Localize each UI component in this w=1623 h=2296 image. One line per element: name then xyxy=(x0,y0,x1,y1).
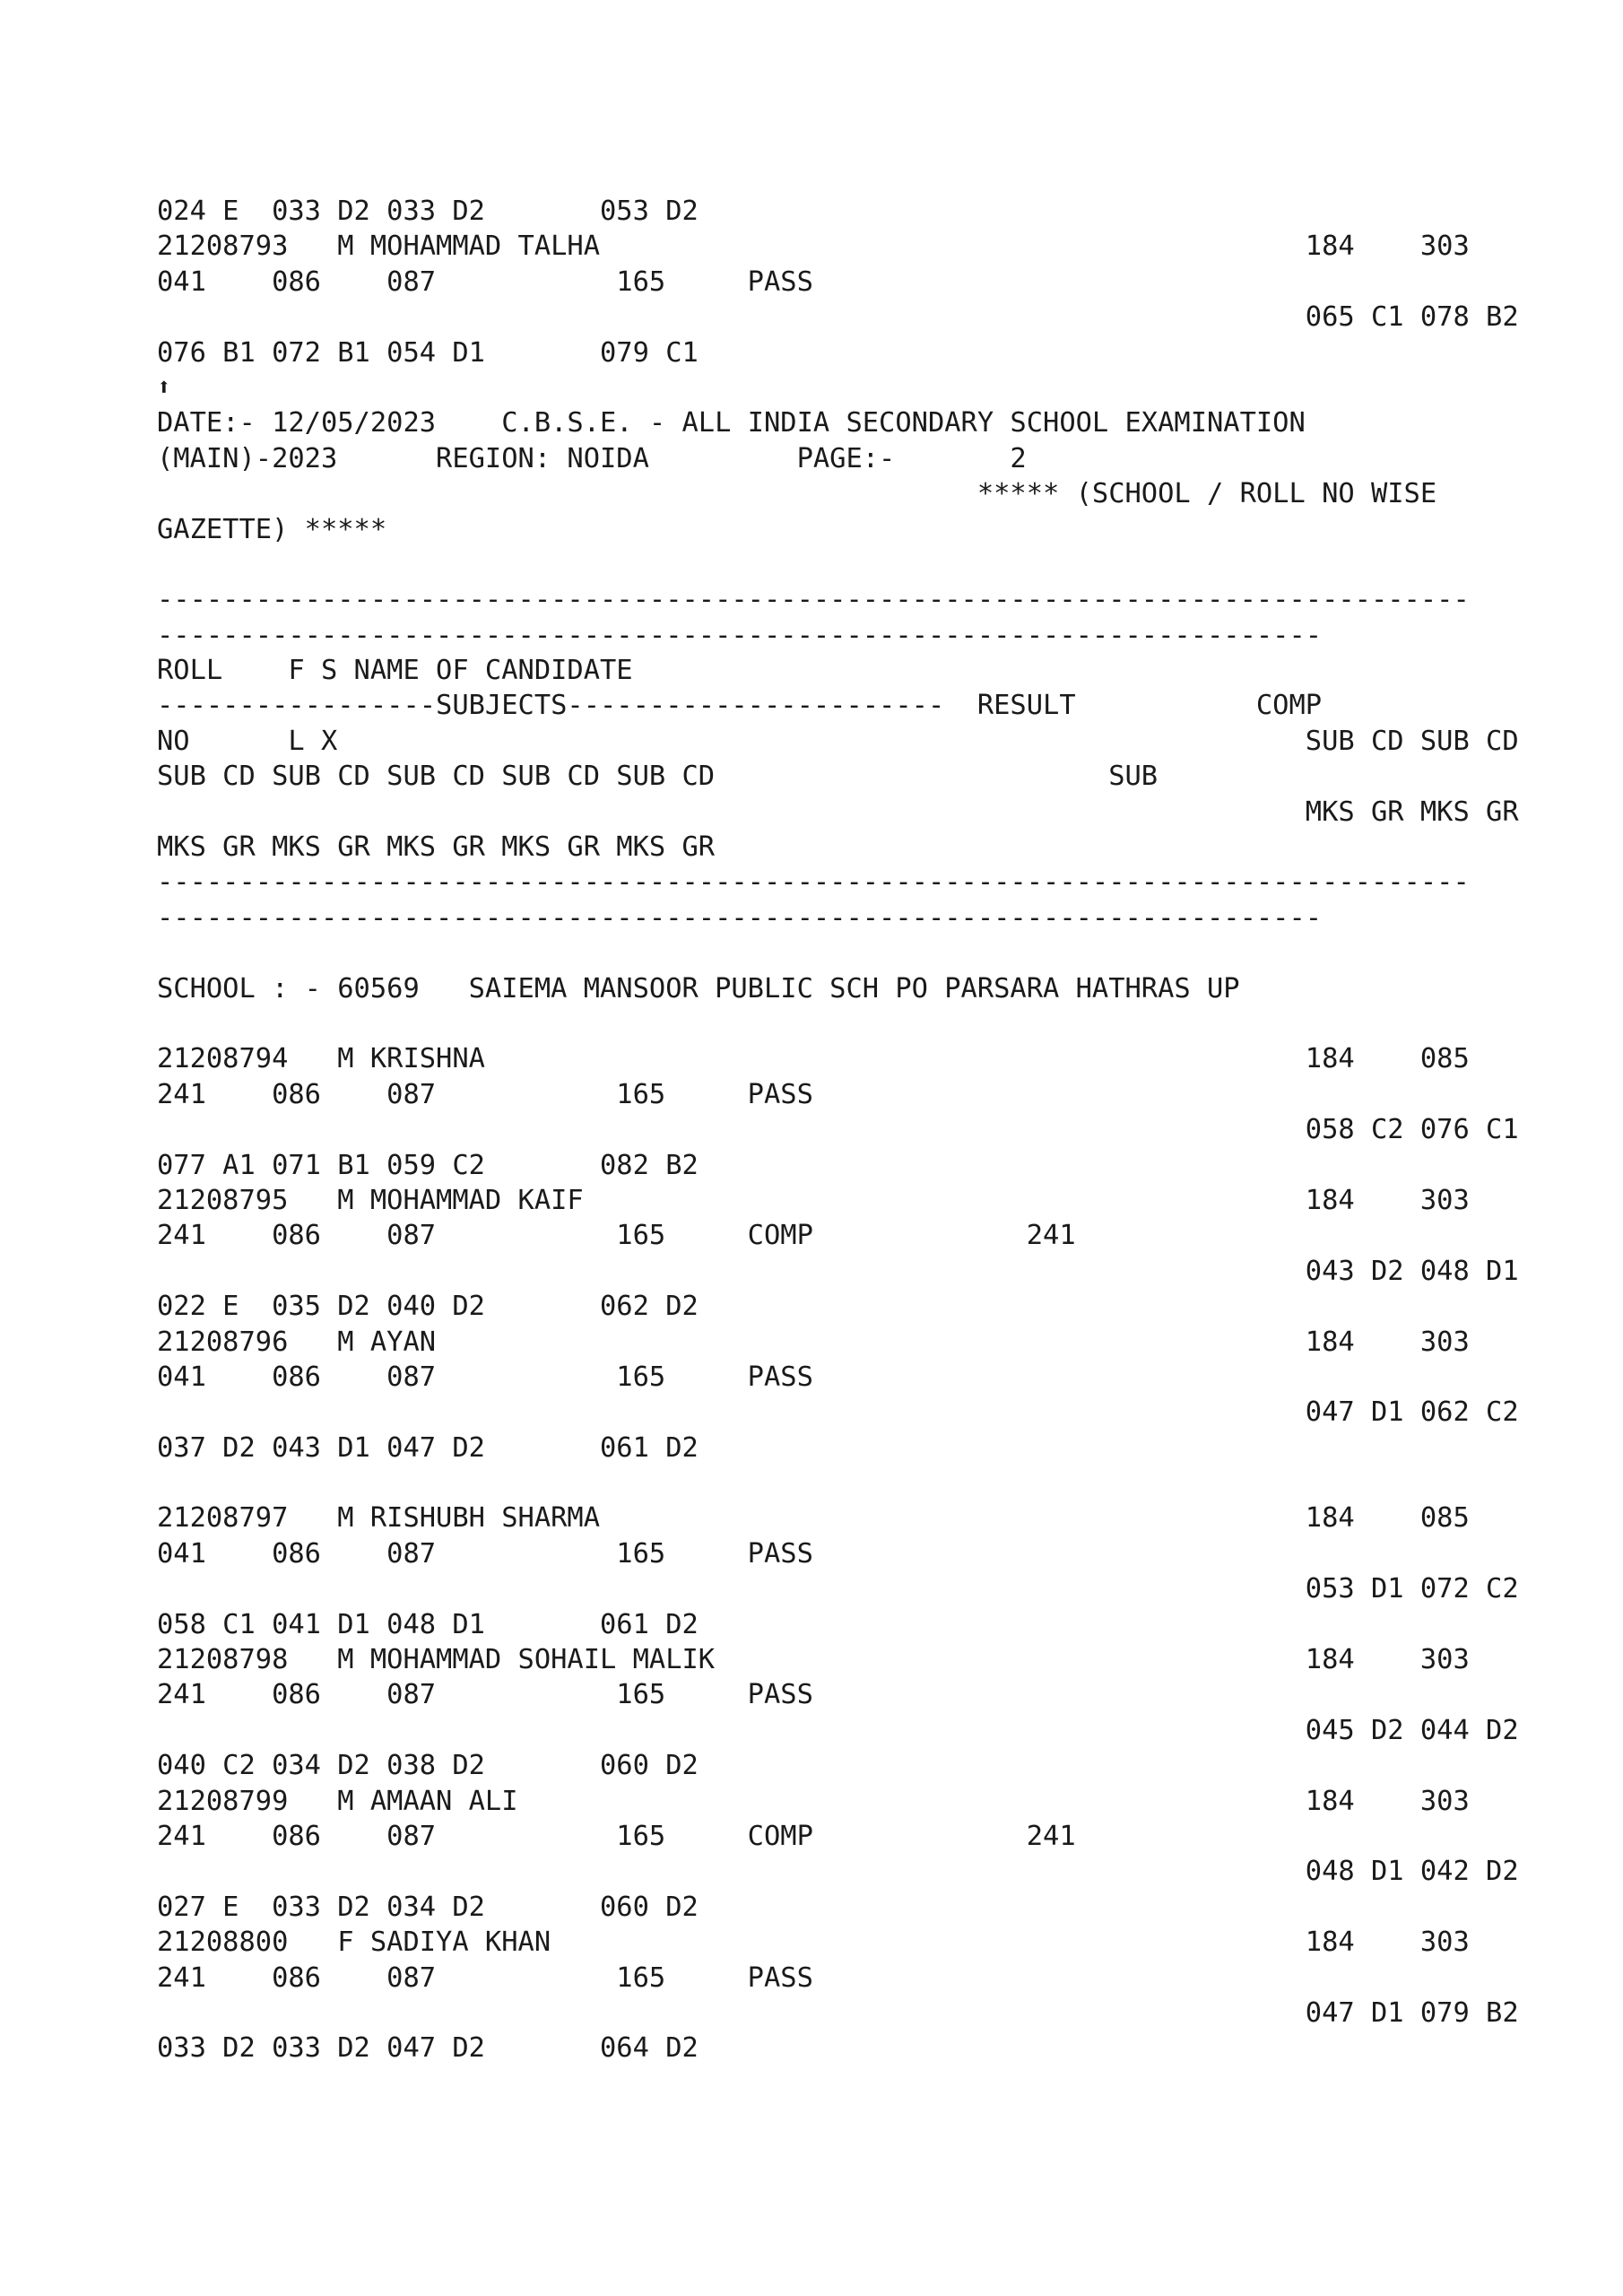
record-line: 047 D1 079 B2 xyxy=(157,1996,1519,2029)
gazette-page-text xyxy=(157,194,1592,2066)
header-gazette-line: GAZETTE) ***** xyxy=(157,513,387,545)
record-line: 022 E 035 D2 040 D2 062 D2 xyxy=(157,1291,699,1323)
column-header-line: MKS GR MKS GR MKS GR MKS GR MKS GR xyxy=(157,831,716,864)
record-line: 077 A1 071 B1 059 C2 082 B2 xyxy=(157,1149,699,1181)
column-header-line: MKS GR MKS GR xyxy=(157,796,1519,828)
record-line: 21208797 M RISHUBH SHARMA 184 085 xyxy=(157,1502,1470,1535)
column-header-line: SUB CD SUB CD SUB CD SUB CD SUB CD SUB xyxy=(157,761,1159,793)
header-region-line: (MAIN)-2023 REGION: NOIDA PAGE:- 2 xyxy=(157,442,1027,474)
record-line: 21208799 M AMAAN ALI 184 303 xyxy=(157,1785,1470,1817)
divider-line: -------------------------------------------------------------------------------- xyxy=(157,866,1470,899)
header-gazette-line: ***** (SCHOOL / ROLL NO WISE xyxy=(157,478,1437,510)
record-line: 041 086 087 165 PASS xyxy=(157,1537,813,1570)
caret-up-icon: ⬆ xyxy=(157,373,171,401)
divider-line: ----------------------------------------------------------------------- xyxy=(157,619,1323,651)
record-line: 241 086 087 165 COMP 241 xyxy=(157,1820,1076,1852)
school-line: SCHOOL : - 60569 SAIEMA MANSOOR PUBLIC SCH PO PARSARA HATHRAS UP xyxy=(157,972,1240,1004)
record-line: 058 C1 041 D1 048 D1 061 D2 xyxy=(157,1608,699,1640)
record-line: 037 D2 043 D1 047 D2 061 D2 xyxy=(157,1431,699,1464)
record-line: 043 D2 048 D1 xyxy=(157,1255,1519,1287)
divider-line: ----------------------------------------------------------------------- xyxy=(157,901,1323,934)
record-line: 241 086 087 165 PASS xyxy=(157,1679,813,1711)
record-line: 058 C2 076 C1 xyxy=(157,1114,1519,1146)
record-line: 047 D1 062 C2 xyxy=(157,1396,1519,1429)
header-date-line: DATE:- 12/05/2023 C.B.S.E. - ALL INDIA SECONDARY SCHOOL EXAMINATION xyxy=(157,407,1306,439)
record-line: 241 086 087 165 COMP 241 xyxy=(157,1220,1076,1252)
column-header-line: ROLL F S NAME OF CANDIDATE xyxy=(157,655,633,687)
column-header-line: NO L X SUB CD SUB CD xyxy=(157,725,1519,757)
record-line: 21208795 M MOHAMMAD KAIF 184 303 xyxy=(157,1184,1470,1216)
text-line: 076 B1 072 B1 054 D1 079 C1 xyxy=(157,336,699,369)
record-line: 241 086 087 165 PASS xyxy=(157,1078,813,1110)
record-line: 041 086 087 165 PASS xyxy=(157,1361,813,1393)
record-line: 048 D1 042 D2 xyxy=(157,1856,1519,1888)
text-line: 065 C1 078 B2 xyxy=(157,301,1519,334)
record-line: 21208798 M MOHAMMAD SOHAIL MALIK 184 303 xyxy=(157,1644,1470,1676)
blank-line xyxy=(157,935,1592,970)
text-line: 024 E 033 D2 033 D2 053 D2 xyxy=(157,196,699,227)
blank-line xyxy=(157,1006,1592,1041)
record-line: 033 D2 033 D2 047 D2 064 D2 xyxy=(157,2032,699,2065)
record-line: 21208796 M AYAN 184 303 xyxy=(157,1326,1470,1358)
record-line: 053 D1 072 C2 xyxy=(157,1573,1519,1605)
divider-line: -------------------------------------------------------------------------------- xyxy=(157,584,1470,616)
blank-line xyxy=(157,1465,1592,1500)
record-line: 027 E 033 D2 034 D2 060 D2 xyxy=(157,1891,699,1923)
text-line: 041 086 087 165 PASS xyxy=(157,265,813,298)
blank-line xyxy=(157,547,1592,582)
record-line: 045 D2 044 D2 xyxy=(157,1714,1519,1746)
record-line: 241 086 087 165 PASS xyxy=(157,1961,813,1994)
record-line: 21208794 M KRISHNA 184 085 xyxy=(157,1043,1470,1075)
record-line: 040 C2 034 D2 038 D2 060 D2 xyxy=(157,1750,699,1782)
column-header-line: -----------------SUBJECTS----------------------- RESULT COMP xyxy=(157,690,1323,722)
record-line: 21208800 F SADIYA KHAN 184 303 xyxy=(157,1926,1470,1959)
text-line: 21208793 M MOHAMMAD TALHA 184 303 xyxy=(157,230,1470,263)
